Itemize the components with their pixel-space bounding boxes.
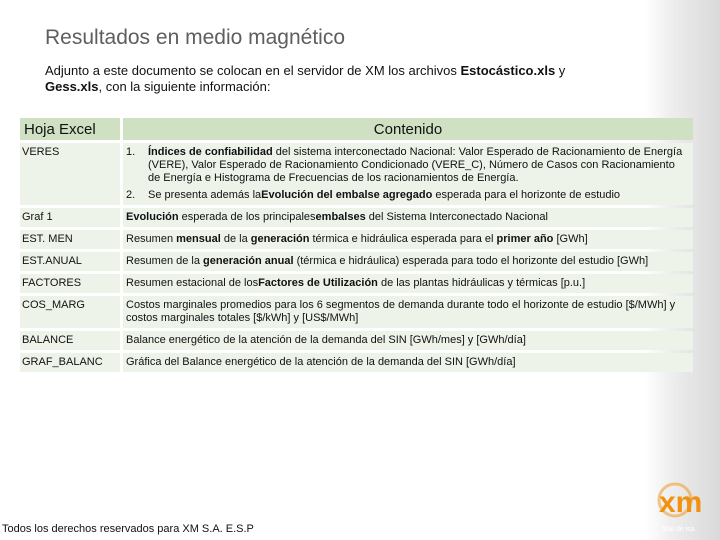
intro-file-1: Estocástico.xls — [460, 63, 556, 78]
row-content — [123, 143, 693, 205]
row-key: EST. MEN — [20, 230, 120, 249]
table-row — [20, 230, 693, 249]
row-key: COS_MARG — [20, 296, 120, 328]
row-text: esperada de los principales — [178, 211, 316, 223]
table-row — [20, 143, 693, 205]
intro-text-3: , con la siguiente información: — [98, 79, 271, 94]
bold-term: Índices de confiabilidad — [148, 146, 273, 158]
row-text: Resumen estacional de los — [126, 277, 259, 289]
xm-logo-icon — [655, 478, 717, 520]
row-content — [123, 230, 693, 249]
table-header-row — [20, 118, 693, 140]
row-key: GRAF_BALANC — [20, 353, 120, 372]
intro-text-1: Adjunto a este documento se colocan en el servidor de XM los archivos — [45, 63, 461, 78]
bold-term: Evolución del embalse agregado — [261, 189, 433, 201]
row-content: Gráfica del Balance energético de la atención de la demanda del SIN [GWh/día] — [123, 353, 693, 372]
logo-tagline: filial de isa — [662, 526, 695, 533]
list-item — [126, 146, 690, 185]
row-text: de las plantas hidráulicas y térmicas [p.u.] — [377, 277, 586, 289]
row-content: Costos marginales promedios para los 6 segmentos de demanda durante todo el horizonte de estudio [$/MWh] y costos marginales totales [$/kWh] y [US$/MWh] — [123, 296, 693, 328]
bold-term: embalses — [315, 211, 366, 223]
row-text: (térmica e hidráulica) esperada para todo el horizonte del estudio [GWh] — [293, 255, 649, 267]
row-key: FACTORES — [20, 274, 120, 293]
table-row — [20, 274, 693, 293]
item-text: esperada para el horizonte de estudio — [432, 189, 621, 201]
table-row — [20, 252, 693, 271]
list-number: 1. — [126, 146, 136, 158]
row-text: Resumen — [126, 233, 177, 245]
row-content — [123, 252, 693, 271]
row-text: de la — [220, 233, 251, 245]
item-text: del sistema interconectado Nacional: Valor Esperado de Racionamiento de Energía (VERE), Valor Esperado de Racionamiento Condicionado (VERE_C), Número de Casos con Racionamiento de Energía e Histograma de Frecuencias de los racionamientos de Energía. — [148, 146, 683, 184]
row-text: Resumen de la — [126, 255, 204, 267]
row-text: térmica e hidráulica esperada para el — [309, 233, 497, 245]
intro-file-2: Gess.xls — [45, 79, 99, 94]
row-text: del Sistema Interconectado Nacional — [365, 211, 548, 223]
row-key: Graf 1 — [20, 208, 120, 227]
content-table — [20, 115, 693, 375]
row-key: BALANCE — [20, 331, 120, 350]
header-contenido: Contenido — [123, 118, 693, 140]
bold-term: generación — [250, 233, 310, 245]
row-content — [123, 274, 693, 293]
intro-paragraph — [45, 63, 625, 95]
table-row — [20, 208, 693, 227]
row-content — [123, 208, 693, 227]
row-key: EST.ANUAL — [20, 252, 120, 271]
bold-term: generación anual — [203, 255, 294, 267]
slide-title: Resultados en medio magnético — [45, 26, 346, 49]
list-item — [126, 189, 690, 202]
row-key: VERES — [20, 143, 120, 205]
item-text: Se presenta además la — [148, 189, 262, 201]
header-hoja-excel: Hoja Excel — [20, 118, 120, 140]
table-row — [20, 296, 693, 328]
logo-text: xm — [659, 486, 703, 519]
bold-term: mensual — [176, 233, 221, 245]
table-row — [20, 353, 693, 372]
bold-term: Factores de Utilización — [258, 277, 378, 289]
list-number: 2. — [126, 189, 136, 201]
table-row — [20, 331, 693, 350]
bold-term: Evolución — [126, 211, 179, 223]
intro-text-2: y — [555, 63, 566, 78]
bold-term: primer año — [496, 233, 554, 245]
footer-copyright: Todos los derechos reservados para XM S.A. E.S.P — [2, 523, 254, 535]
row-content: Balance energético de la atención de la demanda del SIN [GWh/mes] y [GWh/día] — [123, 331, 693, 350]
row-text: [GWh] — [553, 233, 588, 245]
